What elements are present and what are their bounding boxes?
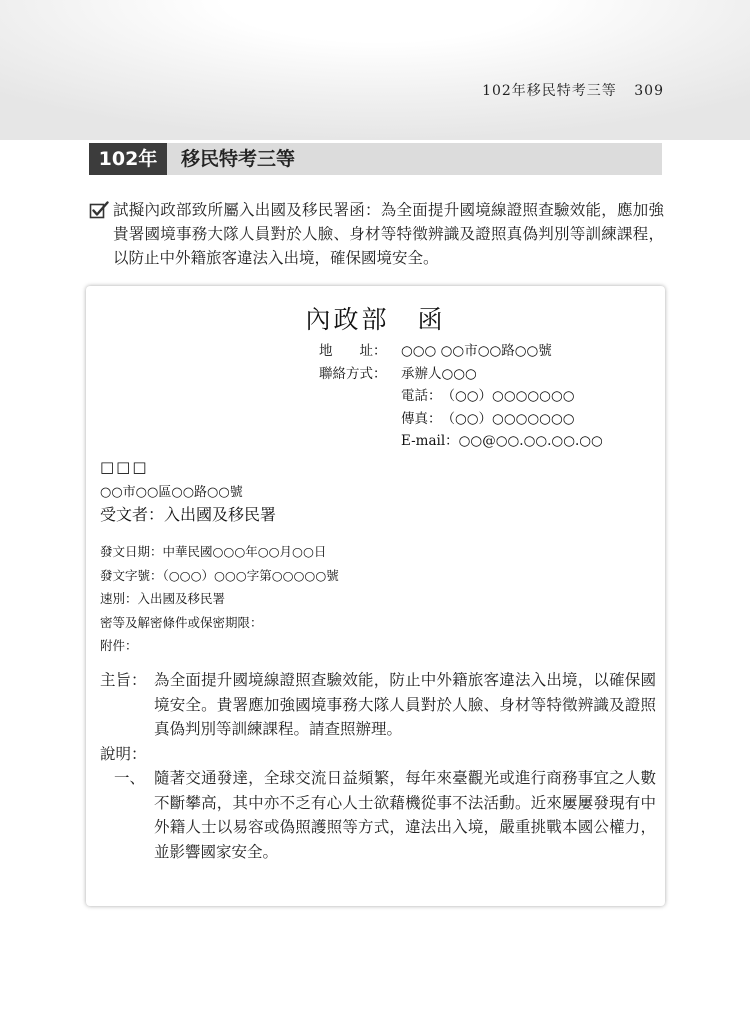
subject-text: 為全面提升國境線證照查驗效能，防止中外籍旅客違法入出境，以確保國境安全。貴署應加強國境事務大隊人員對於人臉、身材等特徵辨識及證照真偽判別等訓練課程。請查照辦理。 bbox=[154, 671, 656, 738]
email-label: E-mail： bbox=[401, 433, 459, 449]
fax-label: 傳真： bbox=[401, 410, 442, 427]
issue-date: 發文日期：中華民國○○○年○○月○○日 bbox=[100, 544, 327, 559]
section-header-bar bbox=[89, 143, 662, 175]
section-year-tag: 102年 bbox=[89, 143, 167, 175]
address-label: 地 址： bbox=[319, 343, 387, 359]
recipient-address: ○○市○○區○○路○○號 bbox=[100, 485, 243, 500]
secrecy-level: 密等及解密條件或保密期限： bbox=[100, 614, 263, 630]
phone-label: 電話： bbox=[401, 388, 442, 404]
letter-title-org: 內政部 bbox=[305, 305, 390, 334]
phone-value: （○○）○○○○○○○ bbox=[441, 388, 575, 404]
explanation-label: 說明： bbox=[100, 744, 147, 763]
contact-label: 聯絡方式： bbox=[319, 365, 387, 382]
section-title: 移民特考三等 bbox=[181, 148, 296, 170]
item-text: 隨著交通發達，全球交流日益頻繁，每年來臺觀光或進行商務事宜之人數不斷攀高，其中亦不乏有心人士欲藉機從事不法活動。近來屢屢發現有中外籍人士以易容或偽照護照等方式，違法出入境，嚴重挑戰本國公權力，並影響國家安全。 bbox=[154, 769, 656, 861]
address-value: ○○○ ○○市○○路○○號 bbox=[401, 343, 552, 359]
recipient: 受文者：入出國及移民署 bbox=[100, 505, 277, 524]
letter-title bbox=[86, 300, 665, 336]
question-text: 試擬內政部致所屬入出國及移民署函：為全面提升國境線證照查驗效能，應加強貴署國境事務大隊人員對於人臉、身材等特徵辨識及證照真偽判別等訓練課程，以防止中外籍旅客違法入出境，確保國境安全。 bbox=[113, 201, 664, 267]
official-letter bbox=[86, 286, 665, 906]
postal-code-boxes: □□□ bbox=[100, 458, 149, 476]
subject-label: 主旨： bbox=[100, 671, 147, 689]
issue-number: 發文字號：（○○○）○○○字第○○○○○號 bbox=[100, 567, 339, 583]
delivery-speed: 速別：入出國及移民署 bbox=[100, 591, 226, 606]
attachments: 附件： bbox=[100, 638, 138, 653]
email-value: ○○@○○.○○.○○.○○ bbox=[458, 433, 603, 449]
subject-paragraph bbox=[100, 668, 656, 742]
explanation-item bbox=[100, 766, 656, 864]
running-header bbox=[482, 80, 664, 100]
fax-value: （○○）○○○○○○○ bbox=[441, 410, 575, 427]
letter-body bbox=[100, 668, 656, 864]
contact-value: 承辦人○○○ bbox=[401, 365, 477, 382]
page-top-shading bbox=[0, 0, 750, 140]
running-header-title: 102年移民特考三等 bbox=[482, 83, 617, 99]
checkbox-checked-icon bbox=[89, 200, 109, 220]
sender-info bbox=[319, 340, 603, 453]
question-block bbox=[89, 198, 664, 270]
page-number: 309 bbox=[634, 83, 664, 99]
item-number: 一、 bbox=[114, 769, 146, 787]
letter-title-type: 函 bbox=[417, 305, 446, 334]
letter-meta bbox=[100, 540, 339, 658]
